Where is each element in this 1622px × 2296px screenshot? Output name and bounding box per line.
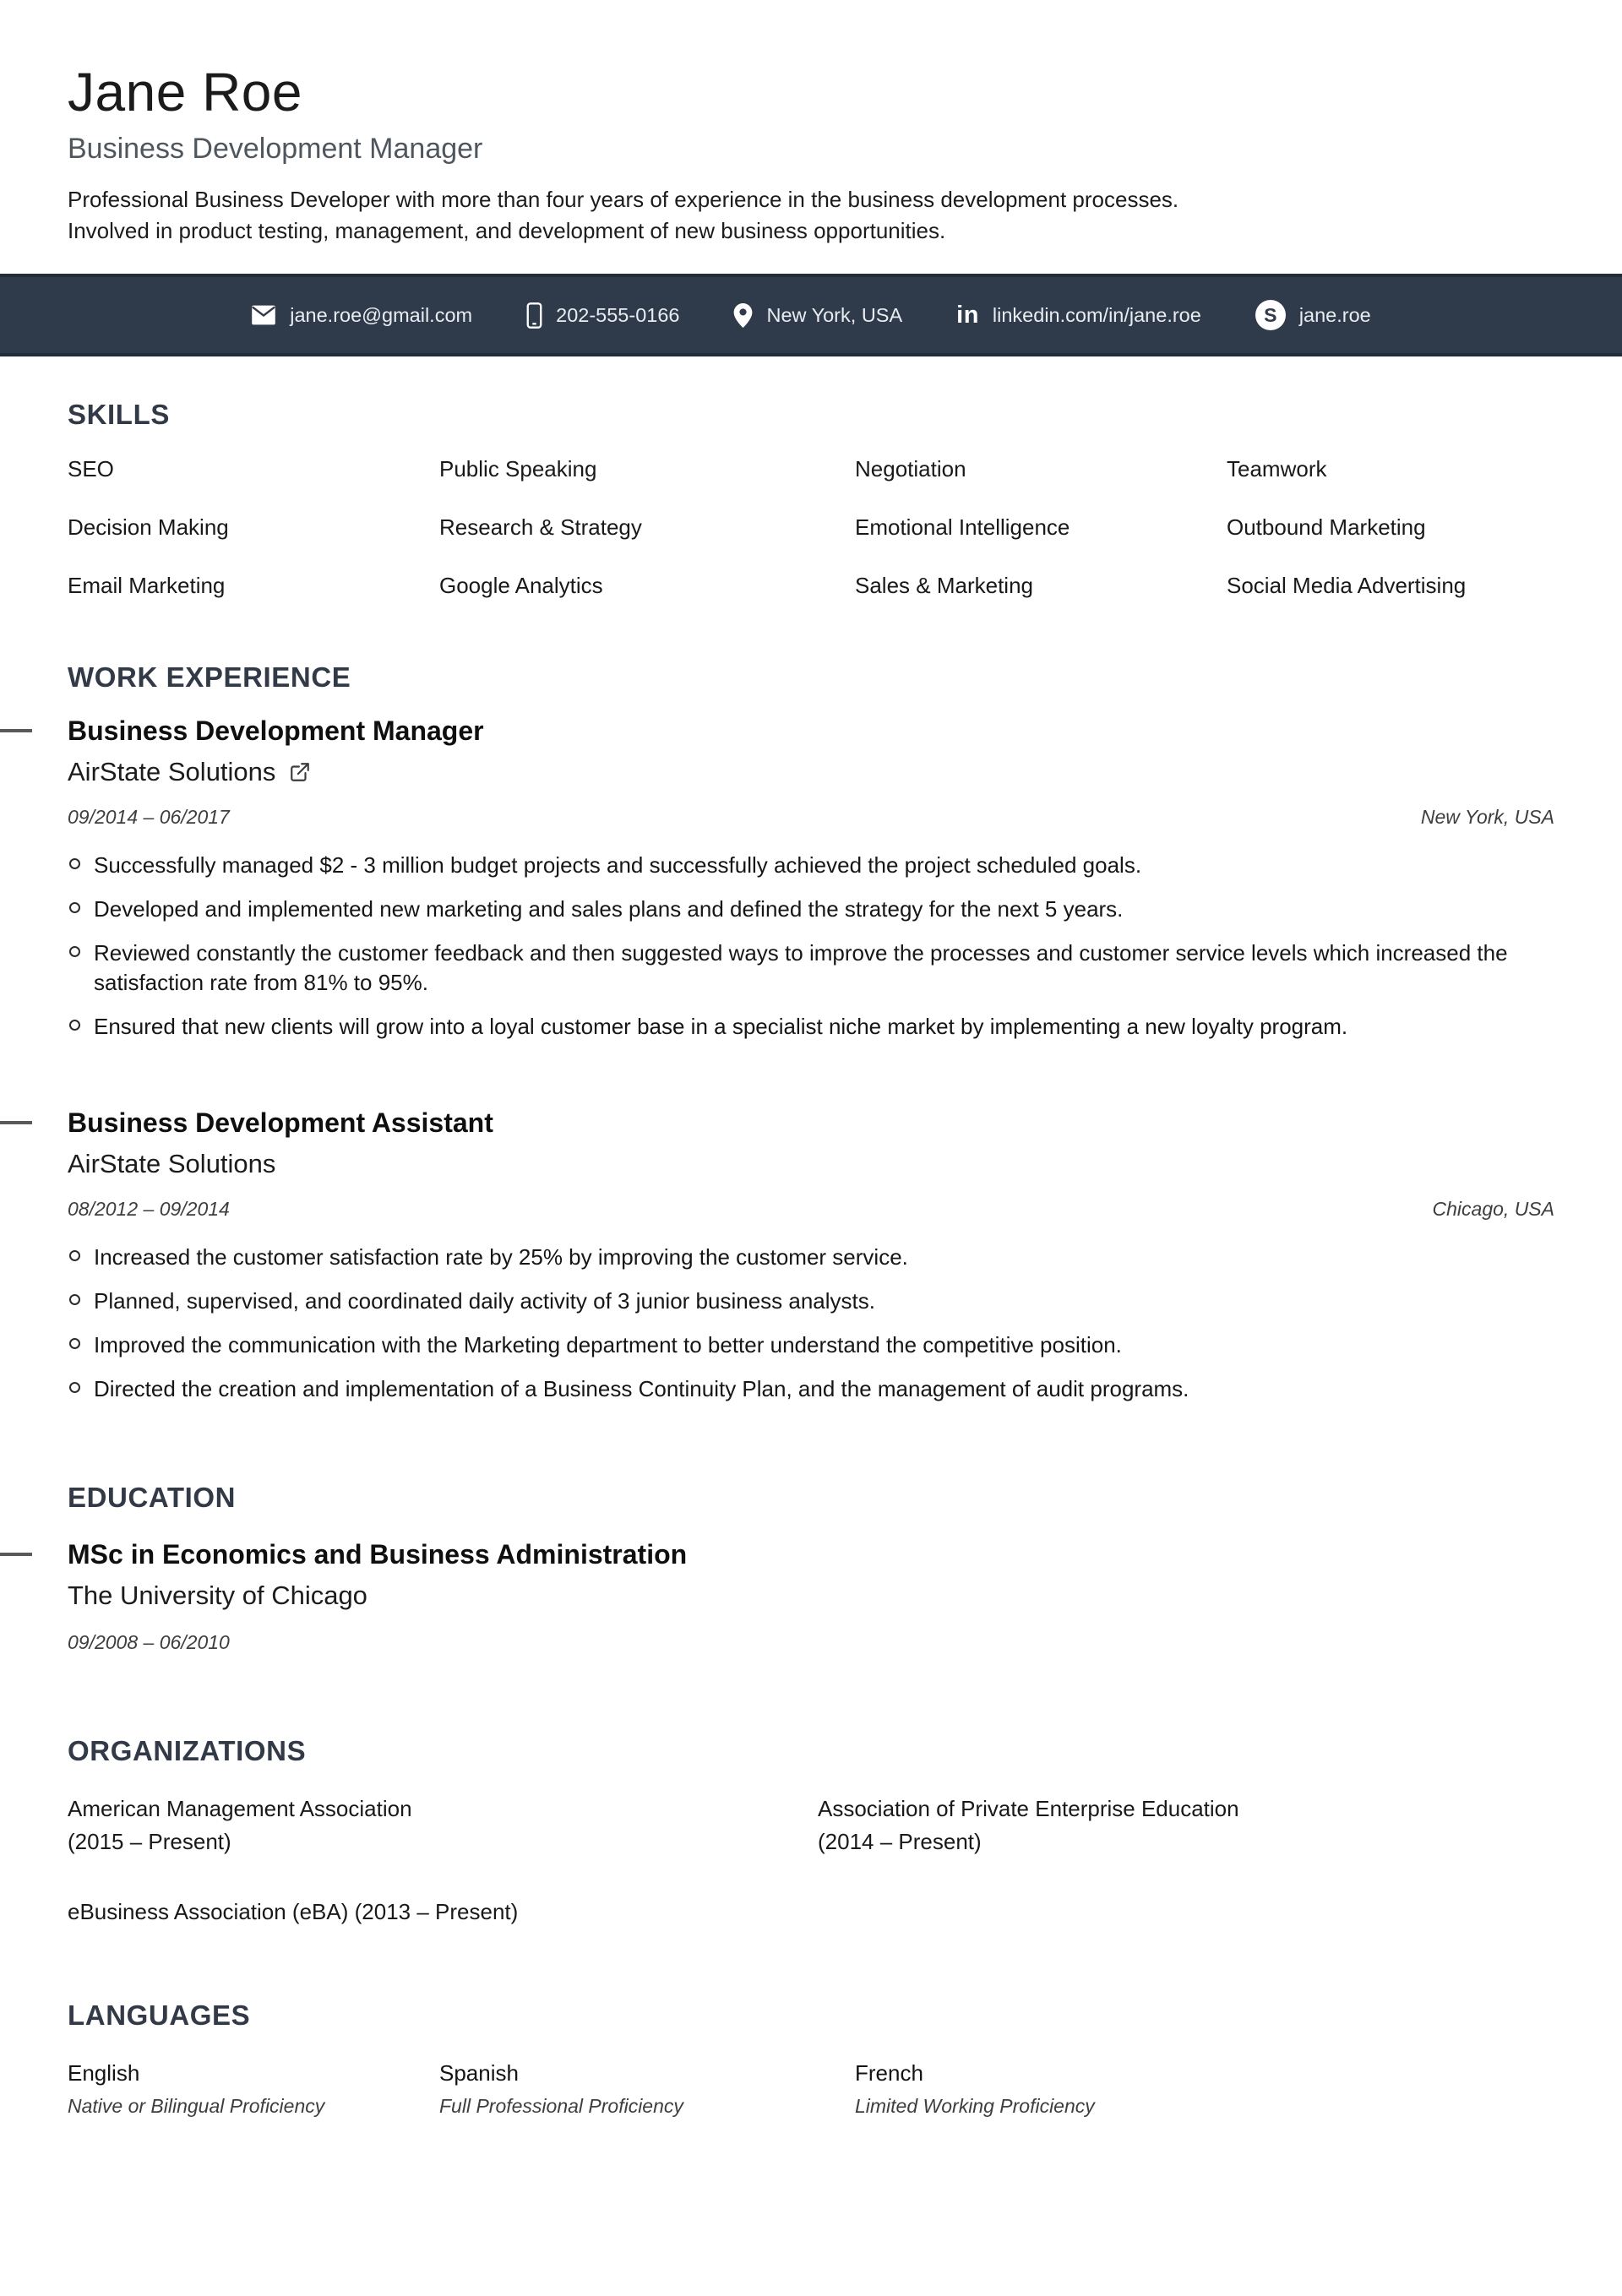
organization-item bbox=[68, 1794, 818, 1857]
language-level: Full Professional Proficiency bbox=[439, 2094, 683, 2117]
skill-item: Decision Making bbox=[68, 514, 229, 541]
job-dates: 09/2014 – 06/2017 bbox=[68, 805, 230, 828]
contact-linkedin-text: linkedin.com/in/jane.roe bbox=[992, 303, 1201, 326]
envelope-icon bbox=[251, 305, 276, 325]
company-row bbox=[68, 757, 1554, 787]
contact-skype[interactable] bbox=[1255, 300, 1371, 330]
organization-name: American Management Association bbox=[68, 1795, 412, 1821]
skype-icon: S bbox=[1255, 300, 1286, 330]
skill-item: Teamwork bbox=[1227, 456, 1327, 482]
bullet-text: Improved the communication with the Marketing department to better understand the competitive position. bbox=[94, 1331, 1122, 1357]
bullet-icon bbox=[69, 902, 80, 913]
section-organizations bbox=[68, 1735, 1554, 1927]
person-name: Jane Roe bbox=[68, 62, 302, 122]
skill-item: Emotional Intelligence bbox=[855, 514, 1070, 541]
company-name: AirState Solutions bbox=[68, 756, 276, 786]
bullet-item bbox=[68, 1374, 1554, 1404]
organization-name: eBusiness Association (eBA) (2013 – Present) bbox=[68, 1898, 519, 1924]
job-title: Business Development Assistant bbox=[68, 1107, 493, 1138]
bullet-icon bbox=[69, 946, 80, 957]
language-level: Native or Bilingual Proficiency bbox=[68, 2094, 325, 2117]
section-work-experience bbox=[68, 661, 1554, 1404]
resume-content bbox=[0, 399, 1622, 2117]
skill-item: SEO bbox=[68, 456, 114, 482]
organizations-heading: ORGANIZATIONS bbox=[68, 1734, 307, 1766]
contact-phone-text: 202-555-0166 bbox=[556, 303, 680, 326]
skill-item: Sales & Marketing bbox=[855, 573, 1033, 599]
languages-heading: LANGUAGES bbox=[68, 1999, 251, 2031]
bullet-text: Reviewed constantly the customer feedback and then suggested ways to improve the processes and customer service levels which increased the satisfaction rate from 81% to 95%. bbox=[94, 939, 1508, 995]
bullet-text: Increased the customer satisfaction rate by 25% by improving the customer service. bbox=[94, 1243, 908, 1270]
bullet-item bbox=[68, 1287, 1554, 1316]
bullet-icon bbox=[69, 1020, 80, 1031]
organization-name: Association of Private Enterprise Education bbox=[818, 1795, 1239, 1821]
job-entry bbox=[68, 715, 1554, 1042]
school-name: The University of Chicago bbox=[68, 1580, 367, 1610]
language-item bbox=[439, 2060, 855, 2118]
contact-email-text: jane.roe@gmail.com bbox=[290, 303, 473, 326]
section-skills bbox=[68, 399, 1554, 599]
company-row bbox=[68, 1149, 1554, 1179]
smartphone-icon bbox=[526, 302, 542, 329]
bullet-icon bbox=[69, 1338, 80, 1349]
timeline-tick bbox=[0, 1553, 32, 1556]
company-name: AirState Solutions bbox=[68, 1148, 276, 1178]
job-title: Business Development Manager bbox=[68, 715, 484, 747]
bullet-item bbox=[68, 939, 1554, 998]
organizations-grid bbox=[68, 1794, 1554, 1927]
bullet-item bbox=[68, 1243, 1554, 1272]
bullet-icon bbox=[69, 1294, 80, 1305]
person-title: Business Development Manager bbox=[68, 133, 483, 166]
resume-header bbox=[0, 0, 1622, 247]
bullet-icon bbox=[69, 1250, 80, 1261]
language-name: English bbox=[68, 2059, 140, 2086]
map-pin-icon bbox=[733, 303, 753, 328]
skills-heading: SKILLS bbox=[68, 399, 170, 431]
degree-title: MSc in Economics and Business Administration bbox=[68, 1538, 688, 1570]
bullet-icon bbox=[69, 1382, 80, 1393]
organization-item bbox=[818, 1794, 1554, 1857]
language-item bbox=[68, 2060, 439, 2118]
job-location: Chicago, USA bbox=[1432, 1197, 1554, 1220]
skill-item: Negotiation bbox=[855, 456, 966, 482]
bullet-item bbox=[68, 851, 1554, 880]
bullet-item bbox=[68, 895, 1554, 924]
work-heading: WORK EXPERIENCE bbox=[68, 661, 351, 694]
linkedin-in-icon: in bbox=[956, 301, 979, 329]
contact-location[interactable] bbox=[733, 303, 902, 328]
bullet-text: Ensured that new clients will grow into a loyal customer base in a specialist niche market by implementing a new loyalty program. bbox=[94, 1013, 1348, 1039]
education-heading: EDUCATION bbox=[68, 1481, 237, 1513]
timeline-tick bbox=[0, 1121, 32, 1124]
contact-skype-text: jane.roe bbox=[1298, 303, 1371, 326]
contact-email[interactable] bbox=[251, 304, 472, 327]
education-dates: 09/2008 – 06/2010 bbox=[68, 1630, 230, 1653]
job-bullets bbox=[68, 1243, 1554, 1404]
bullet-text: Directed the creation and implementation of a Business Continuity Plan, and the management of audit programs. bbox=[94, 1375, 1189, 1401]
organization-item bbox=[68, 1897, 818, 1927]
education-entry bbox=[68, 1539, 1554, 1654]
contact-linkedin[interactable] bbox=[956, 303, 1201, 328]
contact-bar bbox=[0, 274, 1622, 356]
bullet-item bbox=[68, 1012, 1554, 1042]
summary-line: Involved in product testing, management, and development of new business opportunities. bbox=[68, 218, 946, 244]
job-bullets bbox=[68, 851, 1554, 1042]
job-dates: 08/2012 – 09/2014 bbox=[68, 1197, 230, 1220]
section-education bbox=[68, 1482, 1554, 1654]
language-item bbox=[855, 2060, 1554, 2118]
summary-line: Professional Business Developer with more than four years of experience in the business development processes. bbox=[68, 187, 1179, 213]
skills-grid bbox=[68, 456, 1554, 599]
skill-item: Outbound Marketing bbox=[1227, 514, 1426, 541]
organization-dates: (2015 – Present) bbox=[68, 1828, 231, 1854]
skill-item: Email Marketing bbox=[68, 573, 226, 599]
timeline-tick bbox=[0, 729, 32, 732]
language-level: Limited Working Proficiency bbox=[855, 2094, 1095, 2117]
languages-grid bbox=[68, 2060, 1554, 2118]
bullet-text: Planned, supervised, and coordinated daily activity of 3 junior business analysts. bbox=[94, 1287, 875, 1314]
bullet-icon bbox=[69, 858, 80, 869]
job-entry bbox=[68, 1107, 1554, 1404]
job-meta bbox=[68, 1198, 1554, 1221]
job-meta bbox=[68, 806, 1554, 829]
skill-item: Research & Strategy bbox=[439, 514, 642, 541]
bullet-text: Developed and implemented new marketing and sales plans and defined the strategy for the next 5 years. bbox=[94, 895, 1124, 922]
organization-dates: (2014 – Present) bbox=[818, 1828, 982, 1854]
summary bbox=[68, 184, 1554, 247]
bullet-text: Successfully managed $2 - 3 million budget projects and successfully achieved the project scheduled goals. bbox=[94, 851, 1142, 878]
bullet-item bbox=[68, 1330, 1554, 1360]
skill-item: Google Analytics bbox=[439, 573, 603, 599]
language-name: Spanish bbox=[439, 2059, 519, 2086]
section-languages bbox=[68, 1999, 1554, 2118]
skill-item: Social Media Advertising bbox=[1227, 573, 1467, 599]
contact-phone[interactable] bbox=[526, 302, 679, 329]
skill-item: Public Speaking bbox=[439, 456, 597, 482]
external-link-icon[interactable] bbox=[289, 761, 311, 783]
language-name: French bbox=[855, 2059, 923, 2086]
contact-location-text: New York, USA bbox=[766, 303, 903, 326]
job-location: New York, USA bbox=[1420, 805, 1554, 828]
